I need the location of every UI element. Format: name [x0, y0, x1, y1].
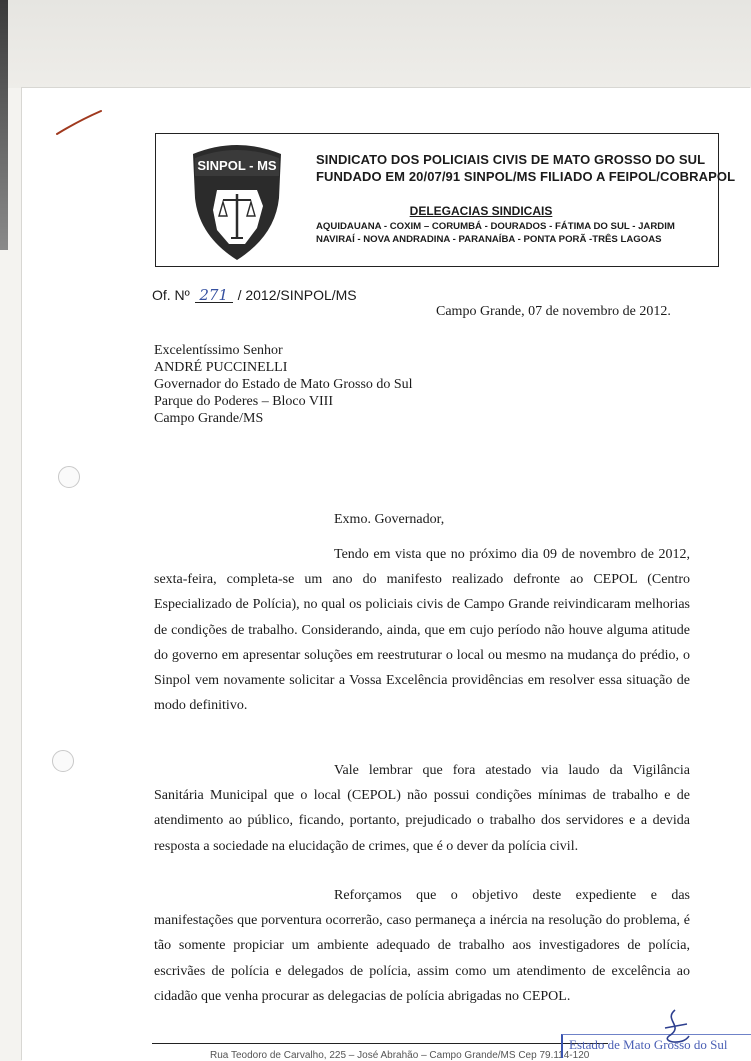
- addressee-name: ANDRÉ PUCCINELLI: [154, 360, 288, 375]
- letterhead-box: [155, 133, 736, 267]
- signature-mark: [655, 1006, 695, 1052]
- body-paragraph-2: Vale lembrar que fora atestado via laudo da Vigilância Sanitária Municipal que o local (CEPOL) não possui condições mínimas de trabalho e de atendimento ao público, ficando, portanto, prejudicado o trabalho dos servidores e a devida resposta a sociedade na elucidação de crimes, que é o dever da polícia civil.: [154, 763, 690, 854]
- logo-text: SINPOL - MS: [197, 158, 277, 173]
- union-founded-line: FUNDADO EM 20/07/91 SINPOL/MS FILIADO A FEIPOL/COBRAPOL: [316, 169, 736, 184]
- body-paragraph-3: Reforçamos que o objetivo deste expediente e das manifestações que porventura ocorrerão, caso permaneça a inércia na resolução do problema, é tão somente propiciar um ambiente adequado de trabalho aos investigadores de polícia, escrivães de polícia e delegados de polícia, assim como um atendimento de excelência ao cidadão que venha procurar as delegacias de polícia abrigadas no CEPOL.: [154, 888, 690, 1004]
- body-paragraph-1: Tendo em vista que no próximo dia 09 de novembro de 2012, sexta-feira, completa-se um ano do manifesto realizado defronte ao CEPOL (Centro Especializado de Polícia), no qual os policiais civis de Campo Grande reivindicaram melhorias de condições de trabalho. Considerando, ainda, que em cujo período não houve alguma atitude do governo em apresentar soluções em reestruturar o local ou mesmo na mudança do prédio, o Sinpol vem novamente solicitar a Vossa Excelência providências em resolver essa situação de modo definitivo.: [154, 547, 690, 714]
- delegacias-line-2: NAVIRAÍ - NOVA ANDRADINA - PARANAÍBA - PONTA PORÃ -TRÊS LAGOAS: [316, 234, 662, 245]
- receipt-stamp: Estado de Mato Grosso do Sul: [561, 1034, 751, 1058]
- office-suffix: / 2012/SINPOL/MS: [237, 287, 357, 303]
- scan-background: [0, 0, 751, 88]
- sinpol-logo: [187, 140, 287, 262]
- office-number: [152, 287, 357, 303]
- delegacias-line-1: AQUIDAUANA - COXIM – CORUMBÁ - DOURADOS - FÁTIMA DO SUL - JARDIM: [316, 221, 675, 232]
- punch-hole: [58, 466, 80, 488]
- union-name: SINDICATO DOS POLICIAIS CIVIS DE MATO GROSSO DO SUL: [316, 152, 706, 167]
- office-prefix: Of. Nº: [152, 287, 190, 303]
- addressee-line: Campo Grande/MS: [154, 411, 264, 426]
- scan-edge: [0, 0, 8, 250]
- addressee-line: Excelentíssimo Senhor: [154, 343, 283, 358]
- delegacias-title: DELEGACIAS SINDICAIS: [409, 204, 553, 218]
- date-line: Campo Grande, 07 de novembro de 2012.: [436, 304, 671, 319]
- addressee-line: Parque do Poderes – Bloco VIII: [154, 394, 333, 409]
- addressee-block: [154, 342, 413, 427]
- handwritten-number: 271: [195, 288, 233, 303]
- salutation: Exmo. Governador,: [334, 512, 445, 527]
- punch-hole: [52, 750, 74, 772]
- footer-address: Rua Teodoro de Carvalho, 225 – José Abrahão – Campo Grande/MS Cep 79.114-120: [210, 1050, 590, 1061]
- addressee-line: Governador do Estado de Mato Grosso do Sul: [154, 377, 413, 392]
- footer-rule: [152, 1043, 608, 1044]
